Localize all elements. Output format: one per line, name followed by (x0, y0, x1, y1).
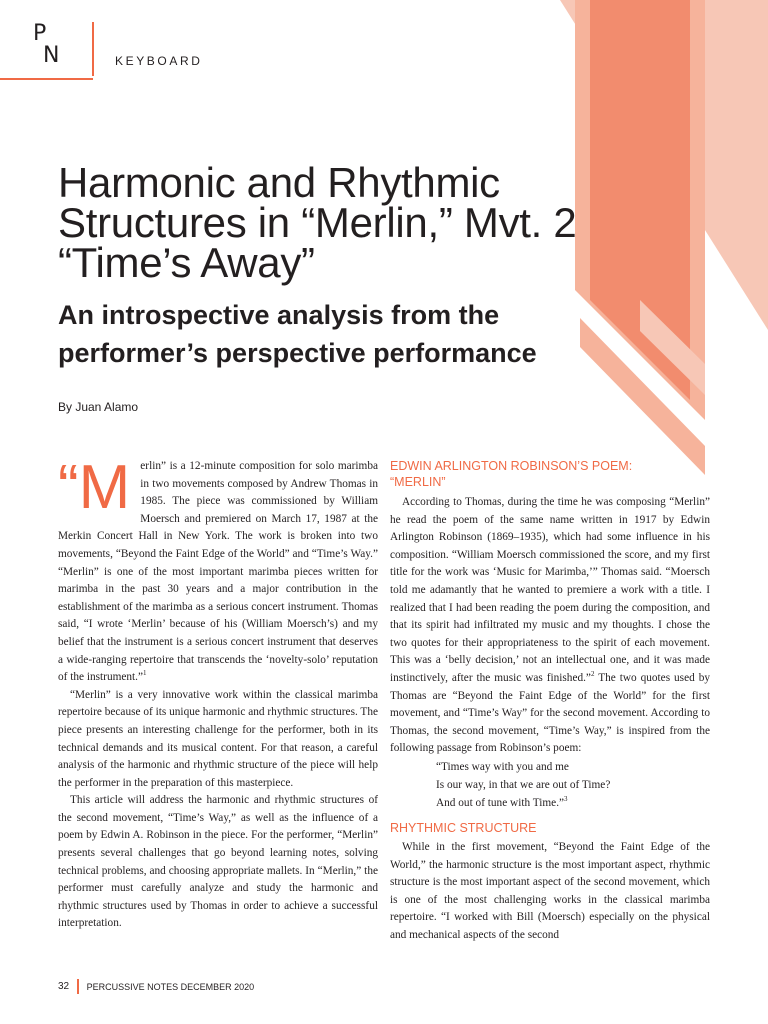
left-column (58, 453, 378, 933)
footnote-ref: 3 (564, 795, 568, 804)
subtitle-line: performer’s perspective performance (58, 338, 537, 368)
title-line: Harmonic and Rhythmic (58, 159, 500, 206)
logo-letter-p: P (33, 21, 47, 46)
subtitle-line: An introspective analysis from the (58, 300, 500, 330)
footnote-ref: 1 (143, 669, 147, 678)
page-number: 32 (58, 981, 70, 992)
title-line: “Time’s Away” (58, 239, 315, 286)
section-label: KEYBOARD (115, 54, 203, 68)
heading-line: “MERLIN” (390, 475, 446, 489)
article-title (58, 159, 678, 286)
publication-logo (33, 21, 63, 68)
title-line: Structures in “Merlin,” Mvt. 2 (58, 199, 577, 246)
header-horizontal-rule (0, 78, 93, 80)
poem-quote (390, 758, 710, 812)
poem-line (436, 794, 710, 812)
section-heading-rhythmic: RHYTHMIC STRUCTURE (390, 820, 537, 835)
paragraph-intro (58, 453, 378, 687)
footnote-ref: 2 (590, 670, 595, 679)
section-heading-poem (390, 458, 710, 490)
paragraph: “Merlin” is a very innovative work within the classical marimba repertoire because of its unique harmonic and rhythmic structures. The piece presents an interesting challenge for the performer, both in its technical demands and its musical content. For that reason, a careful analysis of the harmonic and rhythmic structure of the piece will help the performer in the preparation of this masterpiece. (58, 688, 378, 789)
byline: By Juan Alamo (58, 400, 139, 414)
header-vertical-rule (92, 22, 94, 76)
publication-info: PERCUSSIVE NOTES DECEMBER 2020 (86, 981, 255, 992)
footer-separator (77, 979, 79, 994)
right-column (390, 458, 710, 944)
paragraph (390, 494, 710, 758)
heading-line: EDWIN ARLINGTON ROBINSON’S POEM: (390, 459, 633, 473)
logo-letter-n: N (43, 43, 60, 68)
page-footer (58, 979, 254, 994)
poem-line-text: And out of tune with Time.” (436, 796, 565, 809)
paragraph: While in the first movement, “Beyond the Faint Edge of the World,” the harmonic structure is the most important aspect, rhythmic structure is the most important aspect of the second movement, which is one of the most challenging works in the classical marimba repertoire. “I worked with Bill (Moersch) especially on the physical and mechanical aspects of the second (390, 840, 710, 941)
paragraph-text: The two quotes used by Thomas are “Beyond the Faint Edge of the World” for the first movement, and “Time’s Way” for the second movement. According to Thomas, the second movement, “Time’s Way,” is inspired from the following passage from Robinson’s poem: (390, 671, 710, 755)
poem-line: Is our way, in that we are out of Time? (436, 778, 611, 791)
paragraph-text: erlin” is a 12-minute composition for solo marimba in two movements composed by Andrew Thomas in 1985. The piece was commissioned by William Moersch and premiered on March 17, 1987 at the Merkin Concert Hall in New York. The work is broken into two movements, “Beyond the Faint Edge of the World” and “Time’s Way.” “Merlin” is one of the most important marimba pieces written for marimba in the past 30 years and a major contribution in the establishment of the marimba as a serious concert instrument. Thomas said, “I wrote ‘Merlin’ because of his (William Moersch’s) and my belief that the instrument is a serious concert instrument that deserves a wide-ranging repertoire that transcends the ‘novelty-solo’ reputation of the instrument.” (58, 460, 378, 684)
article-subtitle (58, 296, 698, 372)
drop-cap: “M (58, 453, 131, 522)
paragraph: This article will address the harmonic and rhythmic structures of the second movement, “Time’s Way,” as well as the influence of a poem by Edwin A. Robinson in the piece. For the performer, “Merlin” presents several challenges that go beyond learning notes, solving technical problems, and choosing appropriate mallets. In “Merlin,” the performer must carefully analyze and study the harmonic and rhythmic structures used by Thomas in order to achieve a successful interpretation. (58, 794, 378, 930)
paragraph-text: According to Thomas, during the time he was composing “Merlin” he read the poem of the same name written in 1917 by Edwin Arlington Robinson (1869–1935), which had some influence in his composition. “William Moersch commissioned the score, and my first title for the work was ‘Music for Marimba,’” Thomas said. “Moersch told me adamantly that he wanted to premiere a work with a title. I realized that I had been reading the poem during the composition, and that its spirit had infiltrated my music and my thoughts. I chose the two quotes for their appropriateness to the spirit of each movement. This was a ‘belly decision,’ not an intellectual one, and it was made instinctively, after the music was finished.” (390, 496, 710, 684)
poem-line: “Times way with you and me (436, 760, 569, 773)
